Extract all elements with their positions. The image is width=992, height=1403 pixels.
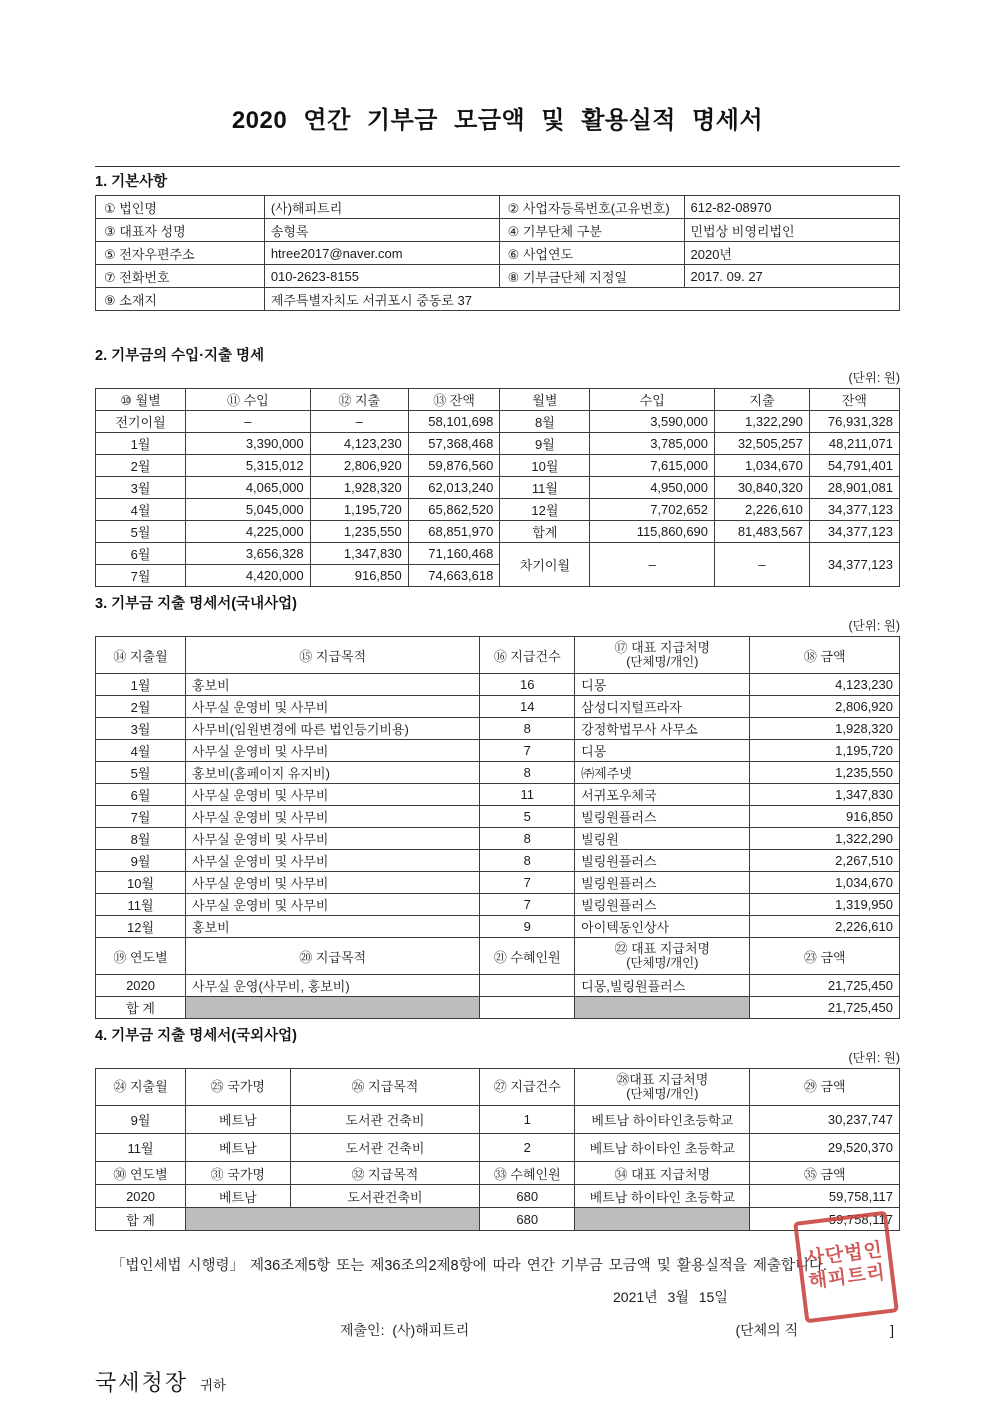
amount-cell: 4,065,000 xyxy=(186,477,311,499)
count-cell xyxy=(480,997,575,1019)
purpose-cell: 홍보비 xyxy=(186,674,480,696)
amount-cell: 4,123,230 xyxy=(750,674,900,696)
country-cell: 베트남 xyxy=(186,1134,291,1162)
table-row xyxy=(96,1106,900,1134)
basic-info-table xyxy=(95,195,900,311)
total-label-cell: 합 계 xyxy=(96,1208,186,1231)
section3-heading: 3. 기부금 지출 명세서(국내사업) xyxy=(95,596,297,612)
month-cell: 11월 xyxy=(500,477,590,499)
amount-cell: 3,785,000 xyxy=(590,433,715,455)
month-cell: 2월 xyxy=(96,455,186,477)
month-cell: 2월 xyxy=(96,696,186,718)
year-cell: 2020 xyxy=(96,975,186,997)
table-row xyxy=(96,219,900,242)
amount-cell: 5,315,012 xyxy=(186,455,311,477)
amount-cell: 68,851,970 xyxy=(408,521,500,543)
purpose-cell: 사무실 운영비 및 사무비 xyxy=(186,806,480,828)
month-cell: 9월 xyxy=(96,850,186,872)
month-cell: 1월 xyxy=(96,433,186,455)
column-header: 잔액 xyxy=(809,389,899,411)
purpose-cell: 도서관 건축비 xyxy=(290,1106,480,1134)
table-row xyxy=(96,521,900,543)
amount-cell: 65,862,520 xyxy=(408,499,500,521)
table-row xyxy=(96,1134,900,1162)
header-sub: (단체명/개인) xyxy=(626,1087,699,1102)
month-cell: 3월 xyxy=(96,718,186,740)
table-row xyxy=(96,242,900,265)
seal-note xyxy=(735,1320,900,1340)
month-cell: 11월 xyxy=(96,1134,186,1162)
column-header: ㉔ 지출월 xyxy=(96,1069,186,1106)
column-header: ㉗ 지급건수 xyxy=(480,1069,575,1106)
count-cell: 11 xyxy=(480,784,575,806)
amount-cell: 916,850 xyxy=(750,806,900,828)
payee-cell: 베트남 하이타인 초등학교 xyxy=(575,1185,750,1208)
column-header: ⑪ 수입 xyxy=(186,389,311,411)
header-main: ㉒ 대표 지급처명 xyxy=(614,941,711,956)
submitter-line xyxy=(95,1320,900,1340)
recipient-name: 국세청장 xyxy=(95,1370,189,1396)
amount-cell: 4,950,000 xyxy=(590,477,715,499)
section2-heading: 2. 기부금의 수입·지출 명세 xyxy=(95,348,265,364)
column-header: ㉕ 국가명 xyxy=(186,1069,291,1106)
column-header xyxy=(575,1069,750,1106)
column-header: ㉛ 국가명 xyxy=(186,1162,291,1185)
field-value: (사)해피트리 xyxy=(264,196,499,219)
amount-cell: 1,347,830 xyxy=(310,543,408,565)
table-row xyxy=(96,828,900,850)
amount-cell: 74,663,618 xyxy=(408,565,500,587)
table-row xyxy=(96,740,900,762)
column-header: ㉙ 금액 xyxy=(750,1069,900,1106)
purpose-cell: 홍보비(홈페이지 유지비) xyxy=(186,762,480,784)
month-cell: 12월 xyxy=(96,916,186,938)
field-label: ④ 기부단체 구분 xyxy=(499,219,684,242)
month-cell: 8월 xyxy=(96,828,186,850)
amount-cell: 1,928,320 xyxy=(310,477,408,499)
purpose-cell: 사무실 운영비 및 사무비 xyxy=(186,894,480,916)
amount-cell: 48,211,071 xyxy=(809,433,899,455)
month-cell: 10월 xyxy=(96,872,186,894)
column-header: ㉖ 지급목적 xyxy=(290,1069,480,1106)
field-value: htree2017@naver.com xyxy=(264,242,499,265)
month-cell: 7월 xyxy=(96,565,186,587)
month-cell: 4월 xyxy=(96,740,186,762)
month-cell: 3월 xyxy=(96,477,186,499)
payee-cell: 빌링원플러스 xyxy=(575,806,750,828)
count-cell: 7 xyxy=(480,740,575,762)
amount-cell: 81,483,567 xyxy=(715,521,810,543)
month-cell: 8월 xyxy=(500,411,590,433)
total-row xyxy=(96,1208,900,1231)
amount-cell: 34,377,123 xyxy=(809,521,899,543)
overseas-expense-table xyxy=(95,1068,900,1231)
unit-label: (단위: 원) xyxy=(848,619,900,633)
column-header: 월별 xyxy=(500,389,590,411)
purpose-cell: 사무실 운영비 및 사무비 xyxy=(186,872,480,894)
purpose-cell: 홍보비 xyxy=(186,916,480,938)
column-header: ㉝ 수혜인원 xyxy=(480,1162,575,1185)
table-row xyxy=(96,718,900,740)
column-header: ㉜ 지급목적 xyxy=(290,1162,480,1185)
amount-cell: 21,725,450 xyxy=(750,997,900,1019)
month-cell: 6월 xyxy=(96,784,186,806)
header-row xyxy=(96,1162,900,1185)
count-cell xyxy=(480,975,575,997)
amount-cell: 32,505,257 xyxy=(715,433,810,455)
table-row xyxy=(96,850,900,872)
shaded-cell xyxy=(575,997,750,1019)
field-value: 2020년 xyxy=(684,242,900,265)
purpose-cell: 사무비(임원변경에 따른 법인등기비용) xyxy=(186,718,480,740)
count-cell: 680 xyxy=(480,1208,575,1231)
header-main: ㉘대표 지급처명 xyxy=(616,1072,709,1087)
payee-cell: 빌링원플러스 xyxy=(575,850,750,872)
amount-cell: – xyxy=(590,543,715,587)
amount-cell: 30,237,747 xyxy=(750,1106,900,1134)
amount-cell: 3,590,000 xyxy=(590,411,715,433)
count-cell: 14 xyxy=(480,696,575,718)
purpose-cell: 사무실 운영비 및 사무비 xyxy=(186,696,480,718)
table-row xyxy=(96,762,900,784)
field-value: 2017. 09. 27 xyxy=(684,265,900,288)
amount-cell: 1,322,290 xyxy=(715,411,810,433)
column-header: ⑫ 지출 xyxy=(310,389,408,411)
count-cell: 8 xyxy=(480,718,575,740)
purpose-cell: 사무실 운영비 및 사무비 xyxy=(186,784,480,806)
column-header: 지출 xyxy=(715,389,810,411)
submission-date: 2021년 3월 15일 xyxy=(613,1289,728,1306)
amount-cell: 2,226,610 xyxy=(750,916,900,938)
count-cell: 5 xyxy=(480,806,575,828)
domestic-expense-table xyxy=(95,636,900,1019)
corporate-seal-stamp xyxy=(793,1211,899,1324)
amount-cell: 58,101,698 xyxy=(408,411,500,433)
payee-cell: 삼성디지털프라자 xyxy=(575,696,750,718)
purpose-cell: 도서관 건축비 xyxy=(290,1134,480,1162)
field-value: 송형록 xyxy=(264,219,499,242)
field-value: 010-2623-8155 xyxy=(264,265,499,288)
purpose-cell: 사무실 운영비 및 사무비 xyxy=(186,740,480,762)
amount-cell: 4,123,230 xyxy=(310,433,408,455)
amount-cell: – xyxy=(186,411,311,433)
table-row xyxy=(96,265,900,288)
table-row xyxy=(96,806,900,828)
income-expense-table xyxy=(95,388,900,587)
field-value: 612-82-08970 xyxy=(684,196,900,219)
amount-cell: 1,319,950 xyxy=(750,894,900,916)
table-row xyxy=(96,975,900,997)
count-cell: 8 xyxy=(480,850,575,872)
payee-cell: 디몽,빌링원플러스 xyxy=(575,975,750,997)
table-row xyxy=(96,288,900,311)
amount-cell: 29,520,370 xyxy=(750,1134,900,1162)
payee-cell: 아이텍동인상사 xyxy=(575,916,750,938)
recipient-suffix: 귀하 xyxy=(200,1378,227,1394)
column-header: ㉚ 연도별 xyxy=(96,1162,186,1185)
amount-cell: 21,725,450 xyxy=(750,975,900,997)
total-row xyxy=(96,997,900,1019)
column-header: ⑭ 지출월 xyxy=(96,637,186,674)
recipient-line xyxy=(95,1366,900,1397)
shaded-cell xyxy=(186,1208,480,1231)
shaded-cell xyxy=(186,997,480,1019)
amount-cell: 7,702,652 xyxy=(590,499,715,521)
table-row xyxy=(96,477,900,499)
payee-cell: 디몽 xyxy=(575,740,750,762)
month-cell: 6월 xyxy=(96,543,186,565)
header-sub: (단체명/개인) xyxy=(626,956,699,971)
amount-cell: 1,928,320 xyxy=(750,718,900,740)
total-label-cell: 합 계 xyxy=(96,997,186,1019)
payee-cell: ㈜제주넷 xyxy=(575,762,750,784)
carryover-label-cell: 차기이월 xyxy=(500,543,590,587)
seal-bracket: ] xyxy=(890,1322,894,1339)
month-cell: 9월 xyxy=(500,433,590,455)
column-header: ㉟ 금액 xyxy=(750,1162,900,1185)
field-label: ① 법인명 xyxy=(96,196,265,219)
year-cell: 2020 xyxy=(96,1185,186,1208)
payee-cell: 베트남 하이타인 초등학교 xyxy=(575,1134,750,1162)
unit-label: (단위: 원) xyxy=(848,1051,900,1065)
amount-cell: 59,758,117 xyxy=(750,1208,900,1231)
declaration-text: 「법인세법 시행령」 제36조제5항 또는 제36조의2제8항에 따라 연간 기부금 모금액 및 활용실적을 제출합니다. xyxy=(110,1258,828,1274)
column-header xyxy=(575,637,750,674)
amount-cell: 5,045,000 xyxy=(186,499,311,521)
payee-cell: 빌링원 xyxy=(575,828,750,850)
column-header: ⑲ 연도별 xyxy=(96,938,186,975)
month-cell: 11월 xyxy=(96,894,186,916)
amount-cell: 76,931,328 xyxy=(809,411,899,433)
country-cell: 베트남 xyxy=(186,1185,291,1208)
header-row xyxy=(96,938,900,975)
count-cell: 16 xyxy=(480,674,575,696)
amount-cell: – xyxy=(715,543,810,587)
amount-cell: 57,368,468 xyxy=(408,433,500,455)
table-row xyxy=(96,872,900,894)
column-header: ⑩ 월별 xyxy=(96,389,186,411)
column-header: 수입 xyxy=(590,389,715,411)
table-row xyxy=(96,433,900,455)
count-cell: 7 xyxy=(480,872,575,894)
submitter-name: 제출인: (사)해피트리 xyxy=(340,1322,470,1339)
column-header: ㉓ 금액 xyxy=(750,938,900,975)
count-cell: 8 xyxy=(480,828,575,850)
column-header: ⑮ 지급목적 xyxy=(186,637,480,674)
amount-cell: 34,377,123 xyxy=(809,543,899,587)
page-title: 2020 연간 기부금 모금액 및 활용실적 명세서 xyxy=(231,107,764,134)
amount-cell: 2,226,610 xyxy=(715,499,810,521)
payee-cell: 빌링원플러스 xyxy=(575,894,750,916)
field-label: ⑨ 소재지 xyxy=(96,288,265,311)
amount-cell: 3,656,328 xyxy=(186,543,311,565)
amount-cell: 916,850 xyxy=(310,565,408,587)
purpose-cell: 사무실 운영비 및 사무비 xyxy=(186,828,480,850)
count-cell: 2 xyxy=(480,1134,575,1162)
amount-cell: – xyxy=(310,411,408,433)
column-header: ⑱ 금액 xyxy=(750,637,900,674)
section1-heading: 1. 기본사항 xyxy=(95,166,900,193)
amount-cell: 2,806,920 xyxy=(750,696,900,718)
amount-cell: 2,806,920 xyxy=(310,455,408,477)
payee-cell: 강정학법무사 사무소 xyxy=(575,718,750,740)
table-row xyxy=(96,543,900,565)
stamp-text-line2: 해피트리 xyxy=(807,1262,887,1293)
table-row xyxy=(96,696,900,718)
month-cell: 5월 xyxy=(96,762,186,784)
payee-cell: 베트남 하이타인초등학교 xyxy=(575,1106,750,1134)
count-cell: 680 xyxy=(480,1185,575,1208)
month-cell: 1월 xyxy=(96,674,186,696)
field-label: ③ 대표자 성명 xyxy=(96,219,265,242)
amount-cell: 34,377,123 xyxy=(809,499,899,521)
header-sub: (단체명/개인) xyxy=(626,655,699,670)
column-header xyxy=(575,938,750,975)
amount-cell: 28,901,081 xyxy=(809,477,899,499)
month-cell: 전기이월 xyxy=(96,411,186,433)
amount-cell: 2,267,510 xyxy=(750,850,900,872)
shaded-cell xyxy=(575,1208,750,1231)
amount-cell: 115,860,690 xyxy=(590,521,715,543)
table-row xyxy=(96,674,900,696)
field-value: 제주특별자치도 서귀포시 중동로 37 xyxy=(264,288,899,311)
month-cell: 12월 xyxy=(500,499,590,521)
amount-cell: 1,195,720 xyxy=(750,740,900,762)
amount-cell: 4,420,000 xyxy=(186,565,311,587)
stamp-text-line1: 사단법인 xyxy=(804,1239,885,1270)
amount-cell: 1,322,290 xyxy=(750,828,900,850)
column-header: ㉑ 수혜인원 xyxy=(480,938,575,975)
month-cell: 7월 xyxy=(96,806,186,828)
unit-label: (단위: 원) xyxy=(848,371,900,385)
amount-cell: 1,195,720 xyxy=(310,499,408,521)
section4-heading: 4. 기부금 지출 명세서(국외사업) xyxy=(95,1028,297,1044)
amount-cell: 3,390,000 xyxy=(186,433,311,455)
amount-cell: 4,225,000 xyxy=(186,521,311,543)
amount-cell: 59,758,117 xyxy=(750,1185,900,1208)
month-cell: 10월 xyxy=(500,455,590,477)
column-header: ⑳ 지급목적 xyxy=(186,938,480,975)
amount-cell: 1,235,550 xyxy=(750,762,900,784)
country-cell: 베트남 xyxy=(186,1106,291,1134)
month-cell: 5월 xyxy=(96,521,186,543)
header-row xyxy=(96,637,900,674)
amount-cell: 62,013,240 xyxy=(408,477,500,499)
table-row xyxy=(96,916,900,938)
count-cell: 9 xyxy=(480,916,575,938)
amount-cell: 1,034,670 xyxy=(750,872,900,894)
field-label: ⑤ 전자우편주소 xyxy=(96,242,265,265)
payee-cell: 서귀포우체국 xyxy=(575,784,750,806)
total-label-cell: 합계 xyxy=(500,521,590,543)
table-row xyxy=(96,894,900,916)
purpose-cell: 도서관건축비 xyxy=(290,1185,480,1208)
field-label: ⑧ 기부금단체 지정일 xyxy=(499,265,684,288)
amount-cell: 59,876,560 xyxy=(408,455,500,477)
amount-cell: 7,615,000 xyxy=(590,455,715,477)
field-label: ② 사업자등록번호(고유번호) xyxy=(499,196,684,219)
count-cell: 7 xyxy=(480,894,575,916)
table-row xyxy=(96,411,900,433)
table-row xyxy=(96,455,900,477)
amount-cell: 1,347,830 xyxy=(750,784,900,806)
field-value: 민법상 비영리법인 xyxy=(684,219,900,242)
count-cell: 1 xyxy=(480,1106,575,1134)
amount-cell: 54,791,401 xyxy=(809,455,899,477)
purpose-cell: 사무실 운영비 및 사무비 xyxy=(186,850,480,872)
header-row xyxy=(96,1069,900,1106)
column-header: ⑯ 지급건수 xyxy=(480,637,575,674)
table-row xyxy=(96,499,900,521)
header-main: ⑰ 대표 지급처명 xyxy=(614,640,711,655)
count-cell: 8 xyxy=(480,762,575,784)
amount-cell: 71,160,468 xyxy=(408,543,500,565)
column-header: ㉞ 대표 지급처명 xyxy=(575,1162,750,1185)
month-cell: 9월 xyxy=(96,1106,186,1134)
seal-note-text: (단체의 직 xyxy=(735,1322,799,1339)
table-row xyxy=(96,784,900,806)
amount-cell: 30,840,320 xyxy=(715,477,810,499)
header-row xyxy=(96,389,900,411)
amount-cell: 1,235,550 xyxy=(310,521,408,543)
field-label: ⑦ 전화번호 xyxy=(96,265,265,288)
field-label: ⑥ 사업연도 xyxy=(499,242,684,265)
column-header: ⑬ 잔액 xyxy=(408,389,500,411)
payee-cell: 디몽 xyxy=(575,674,750,696)
table-row xyxy=(96,196,900,219)
amount-cell: 1,034,670 xyxy=(715,455,810,477)
payee-cell: 빌링원플러스 xyxy=(575,872,750,894)
table-row xyxy=(96,1185,900,1208)
month-cell: 4월 xyxy=(96,499,186,521)
purpose-cell: 사무실 운영(사무비, 홍보비) xyxy=(186,975,480,997)
